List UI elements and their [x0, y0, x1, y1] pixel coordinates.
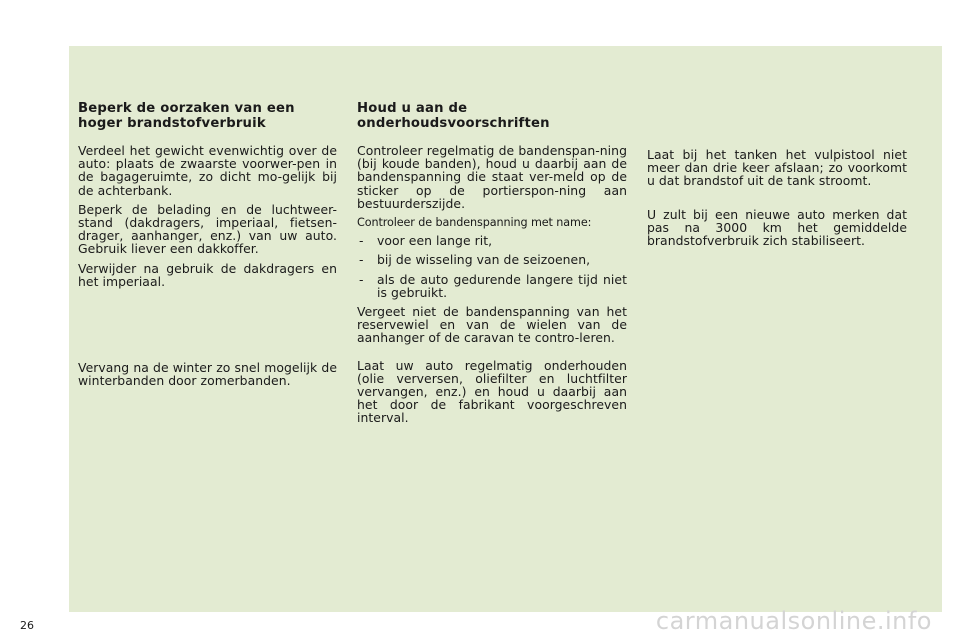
watermark: carmanualsonline.info	[655, 607, 932, 635]
heading-fuel-consumption: Beperk de oorzaken van een hoger brandstofverbruik	[78, 101, 295, 131]
dash-bullet: -	[359, 271, 364, 287]
paragraph-tyre-pressure: Controleer regelmatig de bandenspan-ning (bij koude banden), houd u daarbij aan de bandenspanning die staat ver-meld op de sticker op de portierspon-ning aan bestuurderszijde.	[357, 143, 627, 211]
list-item	[357, 253, 627, 266]
paragraph-tyre-pressure-list-intro: Controleer de bandenspanning met name:	[357, 216, 592, 230]
paragraph-remove-roof-rack: Verwijder na gebruik de dakdragers en het imperiaal.	[78, 260, 337, 289]
paragraph-winter-tyres: Vervang na de winter zo snel mogelijk de winterbanden door zomerbanden.	[78, 360, 337, 389]
paragraph-refuelling: Laat bij het tanken het vulpistool niet meer dan drie keer afslaan; zo voorkomt u dat brandstof uit de tank stroomt.	[647, 147, 907, 189]
list-item	[357, 234, 627, 247]
column-maintenance	[357, 102, 627, 431]
paragraph-new-car: U zult bij een nieuwe auto merken dat pas na 3000 km het gemiddelde brandstofverbruik zich stabiliseert.	[647, 206, 907, 249]
paragraph-weight-distribution: Verdeel het gewicht evenwichtig over de auto: plaats de zwaarste voorwer-pen in de bagageruimte, zo dicht mo-gelijk bij de achterbank.	[78, 143, 337, 198]
column-fuel-consumption	[78, 102, 337, 393]
column-refuelling	[647, 148, 907, 253]
paragraph-regular-service: Laat uw auto regelmatig onderhouden (olie verversen, oliefilter en luchtfilter vervangen, enz.) en houd u daarbij aan het door de fabrikant voorgeschreven interval.	[357, 357, 627, 426]
list-item-text: voor een lange rit,	[377, 233, 493, 249]
page-number: 26	[20, 619, 34, 632]
tyre-check-list	[357, 234, 627, 299]
dash-bullet: -	[359, 233, 364, 249]
paragraph-spare-wheel: Vergeet niet de bandenspanning van het reservewiel en van de wielen van de aanhanger of de caravan te contro-leren.	[357, 304, 627, 346]
list-item-text: bij de wisseling van de seizoenen,	[377, 252, 591, 268]
paragraph-load-resistance: Beperk de belading en de luchtweer-stand (dakdragers, imperiaal, fietsen-drager, aanhanger, enz.) van uw auto. Gebruik liever een dakkoffer.	[78, 201, 337, 257]
dash-bullet: -	[359, 252, 364, 268]
list-item	[357, 273, 627, 299]
heading-maintenance: Houd u aan de onderhoudsvoorschriften	[357, 101, 550, 131]
list-item-text: als de auto gedurende langere tijd niet is gebruikt.	[377, 271, 627, 300]
